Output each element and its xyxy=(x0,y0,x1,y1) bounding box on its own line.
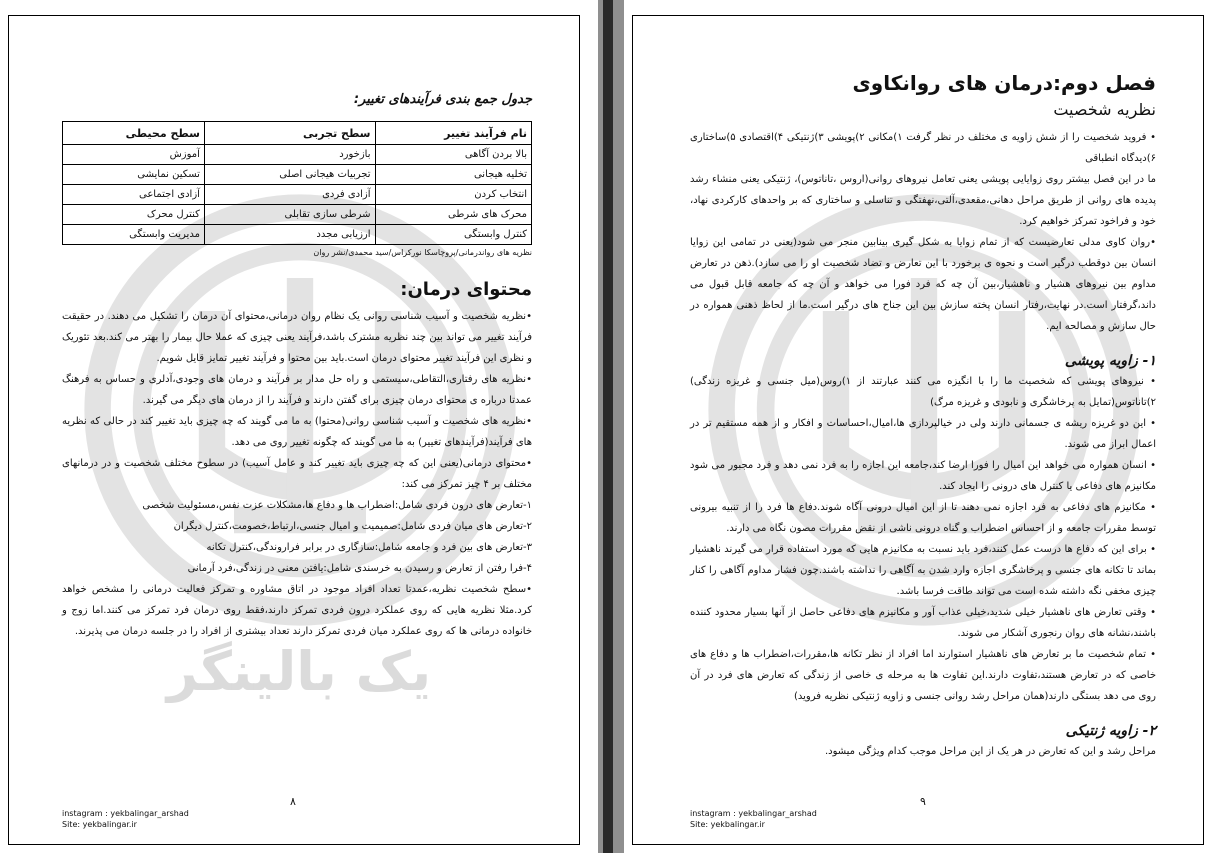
paragraph: •محتوای درمانی(یعنی این که چه چیزی باید تغییر کند و عامل آسیب) در سطوح مختلف شخصیت و در درمانهای مختلف بر ۴ چیز تمرکز می کند: xyxy=(62,458,532,490)
table-cell: کنترل محرک xyxy=(63,205,205,225)
paragraph: •روان کاوی مدلی تعارضیست که از تمام زوایا به شکل گیری بینابین منجر می شود(یعنی در تمامی این زوایا انسان بین دوقطب درگیر است و نحوه ی برخورد با این تعارض و تضاد شخصیت او را می سازد).ذهن در تعارض مداوم بین نیروهای هشیار و ناهشیار،بین آن چه که فرد فورا می خواهد و آن چه که جامعه قابل قبول می داند،گرفتار است.در نهایت،رفتار انسان پخته سازش بین این جناح های درگیر است.ما از لحاظ ذهنی همواره در حال سازش و مصالحه ایم. xyxy=(690,237,1156,332)
page-footer xyxy=(690,808,817,830)
section-title: محتوای درمان: xyxy=(400,279,532,300)
paragraph: ۲-تعارض های میان فردی شامل:صمیمیت و امیال جنسی،ارتباط،خصومت،کنترل دیگران xyxy=(173,521,532,532)
page-number: ۹ xyxy=(920,795,926,808)
paragraph: • انسان همواره می خواهد این امیال را فورا ارضا کند،جامعه این اجازه را به فرد نمی دهد و فرد مجبور می شود مکانیزم های دفاعی یا کنترل های درونی را ایجاد کند. xyxy=(690,460,1156,492)
paragraph: •نظریه شخصیت و آسیب شناسی روانی یک نظام روان درمانی،محتوای آن درمان را تشکیل می دهند. در حقیقت فرآیند تغییر می تواند بین چند نظریه مشترک باشد،فرآیند یعنی چیزی که عملا حال بیمار را بهتر می کند.بعد تئوریک و نظری این فرآیند تغییر محتوای درمان است.باید بین محتوا و فرآیند تغییر تمایز قایل شویم. xyxy=(62,311,532,364)
right-page-content xyxy=(690,68,1156,762)
paragraph: • نیروهای پویشی که شخصیت ما را با انگیزه می کنند عبارتند از ۱)روس(میل جنسی و غریزه زندگی) ۲)تاناتوس(تمایل به پرخاشگری و نابودی و غریزه مرگ) xyxy=(690,376,1156,408)
table-cell: بالا بردن آگاهی xyxy=(375,145,532,165)
document-page-right xyxy=(624,0,1222,853)
table-header-row xyxy=(63,122,532,145)
page-number: ۸ xyxy=(290,795,296,808)
footer-instagram: instagram : yekbalingar_arshad xyxy=(690,809,817,818)
table-cell: آزادی فردی xyxy=(204,185,375,205)
table-header: نام فرآیند تغییر xyxy=(375,122,532,145)
table-cell: تجربیات هیجانی اصلی xyxy=(204,165,375,185)
table-row xyxy=(63,225,532,245)
paragraph: مراحل رشد و این که تعارض در هر یک از این مراحل موجب کدام ویژگی میشود. xyxy=(824,746,1156,757)
table-cell: محرک های شرطی xyxy=(375,205,532,225)
paragraph: ۱-تعارض های درون فردی شامل:اضطراب ها و دفاع ها،مشکلات عزت نفس،مسئولیت شخصی xyxy=(142,500,532,511)
section-title: ۲- زاویه ژنتیکی xyxy=(1065,723,1156,739)
table-cell: آموزش xyxy=(63,145,205,165)
footer-site: Site: yekbalingar.ir xyxy=(690,820,765,829)
document-page-left xyxy=(0,0,598,853)
table-cell: کنترل وابستگی xyxy=(375,225,532,245)
table-header: سطح تجربی xyxy=(204,122,375,145)
paragraph: ما در این فصل بیشتر روی زوایایی پویشی یعنی تعامل نیروهای روانی(اروس ،تاناتوس)، ژنتیکی یعنی منشاء رشد پدیده های روانی از طریق مراحل دهانی،مقعدی،آلتی،نهفتگی و تناسلی و ساختاری که بر واحدهای کارکردی نهاد، خود و فراخود تمرکز خواهیم کرد. xyxy=(690,174,1156,227)
subtitle: نظریه شخصیت xyxy=(1053,100,1156,119)
footer-site: Site: yekbalingar.ir xyxy=(62,820,137,829)
paragraph: • مکانیزم های دفاعی به فرد اجازه نمی دهند تا از این امیال درونی آگاه شوند.دفاع ها فرد را از تنبیه بیرونی توسط مقررات جامعه و از احساس اضطراب و گناه درونی ناشی از نقض مقررات مصون نگاه می دارند. xyxy=(690,502,1156,534)
paragraph: • وقتی تعارض های ناهشیار خیلی شدید،خیلی عذاب آور و مکانیزم های دفاعی حاصل از آنها بسیار محدود کننده باشند،نشانه های روان رنجوری آشکار می شوند. xyxy=(690,607,1156,639)
paragraph: •سطح شخصیت نظریه،عمدتا تعداد افراد موجود در اتاق مشاوره و تمرکز فعالیت درمانی را مشخص خواهد کرد.مثلا نظریه هایی که روی عملکرد درون فردی تمرکز دارند،فقط روی درمان فرد تمرکز می کنند.اما زوج و خانواده درمانی ها که روی عملکرد میان فردی تمرکز دارند تعداد بیشتری از افراد را در جلسه درمان می پذیرند. xyxy=(62,584,532,637)
change-process-table xyxy=(62,121,532,245)
footer-instagram: instagram : yekbalingar_arshad xyxy=(62,809,189,818)
table-source: نظریه های رواندرمانی/پروچاسکا نورکراس/سید محمدی/نشر روان xyxy=(313,248,532,257)
paragraph: • فروید شخصیت را از شش زاویه ی مختلف در نظر گرفت ۱)مکانی ۲)پویشی ۳)ژنتیکی ۴)اقتصادی ۵)ساختاری ۶)دیدگاه انطباقی xyxy=(690,132,1157,164)
paragraph: ۳-تعارض های بین فرد و جامعه شامل:سازگاری در برابر فراروندگی،کنترل تکانه xyxy=(206,542,532,553)
table-row xyxy=(63,145,532,165)
table-row xyxy=(63,165,532,185)
left-page-content xyxy=(62,92,532,642)
table-cell: ارزیابی مجدد xyxy=(204,225,375,245)
paragraph: • برای این که دفاع ها درست عمل کنند،فرد باید نسبت به مکانیزم هایی که مورد استفاده قرار می گیرند ناهشیار بماند تا تکانه های جنسی و پرخاشگری اجازه وارد شدن به آگاهی را نداشته باشند.چون فشار مداوم آگاهی را کنار چیزی مخفی نگه داشته شده است می تواند طاقت فرسا باشد. xyxy=(690,544,1156,597)
table-cell: تخلیه هیجانی xyxy=(375,165,532,185)
table-header: سطح محیطی xyxy=(63,122,205,145)
page-footer xyxy=(62,808,189,830)
paragraph: • تمام شخصیت ما بر تعارض های ناهشیار استوارند اما افراد از نظر تکانه ها،مقررات،اضطراب ها و دفاع های خاصی که در تعارض هستند،تفاوت دارند.این تفاوت ها به مرحله ی خاصی از زندگی که تعارض های فرد در آن روی می دهد بستگی دارند(همان مراحل رشد روانی جنسی و زاویه ژنتیکی نظریه فروید) xyxy=(690,649,1156,702)
table-cell: شرطی سازی تقابلی xyxy=(204,205,375,225)
table-cell: بازخورد xyxy=(204,145,375,165)
watermark-text: یک بالینگر xyxy=(166,640,432,703)
table-cell: آزادی اجتماعی xyxy=(63,185,205,205)
page-divider-scrollbar[interactable] xyxy=(603,0,613,853)
table-cell: تسکین نمایشی xyxy=(63,165,205,185)
table-row xyxy=(63,185,532,205)
table-cell: مدیریت وابستگی xyxy=(63,225,205,245)
table-title: جدول جمع بندی فرآیندهای تغییر: xyxy=(353,92,532,107)
section-title: ۱- زاویه پویشی xyxy=(1064,353,1156,369)
chapter-title: فصل دوم:درمان های روانکاوی xyxy=(852,71,1156,95)
table-row xyxy=(63,205,532,225)
paragraph: • این دو غریزه ریشه ی جسمانی دارند ولی در خیالپردازی ها،امیال،احساسات و افکار و از همه مستقیم تر در اعمال ابراز می شوند. xyxy=(690,418,1156,450)
paragraph: ۴-فرا رفتن از تعارض و رسیدن به خرسندی شامل:یافتن معنی در زندگی،فرد آرمانی xyxy=(187,563,532,574)
table-cell: انتخاب کردن xyxy=(375,185,532,205)
paragraph: •نظریه های شخصیت و آسیب شناسی روانی(محتوا) به ما می گویند که چه چیزی باید تغییر کند در حالی که نظریه های فرآیند(فرآیندهای تغییر) به ما می گویند که چگونه تغییر روی می دهد. xyxy=(62,416,532,448)
paragraph: •نظریه های رفتاری،التقاطی،سیستمی و راه حل مدار بر فرآیند و درمان های وجودی،آدلری و حساس به فرهنگ عمدتا درباره ی محتوای درمان چیزی برای گفتن دارند و فرآیند را از درمان های دیگر می گیرند. xyxy=(62,374,532,406)
